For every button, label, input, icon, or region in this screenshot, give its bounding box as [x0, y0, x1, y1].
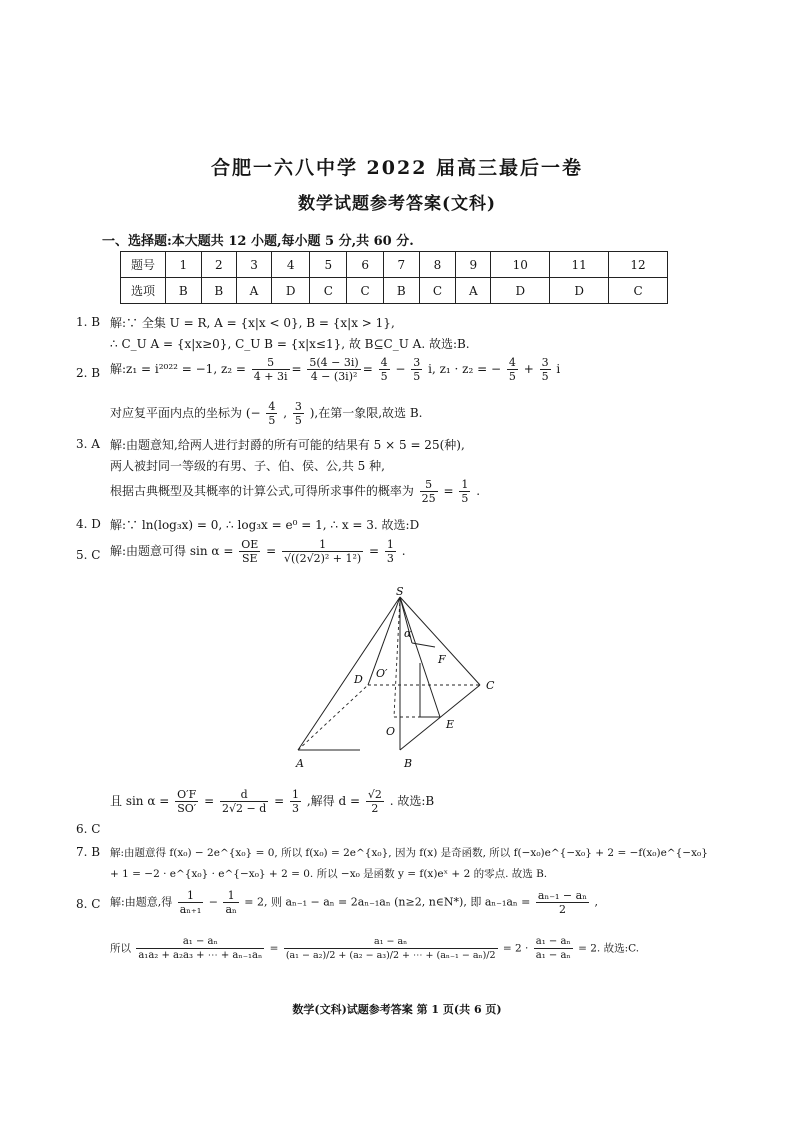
page-subtitle: 数学试题参考答案(文科)	[297, 194, 497, 214]
text-segment: 解:由题意,得	[110, 895, 173, 909]
text-segment: 根据古典概型及其概率的计算公式,可得所求事件的概率为	[110, 484, 414, 498]
fraction	[366, 788, 384, 815]
table-cell: D	[491, 278, 550, 304]
numerator: OE	[241, 538, 259, 551]
text-segment: +	[523, 362, 534, 376]
numerator: 1	[282, 538, 363, 552]
table-cell: B	[201, 278, 237, 304]
table-cell: C	[310, 278, 347, 304]
text-segment: ),在第一象限,故选 B.	[309, 406, 423, 420]
text-segment: i	[556, 362, 561, 376]
text-segment: 所以	[110, 942, 131, 955]
denominator: 4 + 3i	[253, 370, 288, 383]
text-segment: ,	[594, 895, 598, 909]
fraction	[290, 788, 301, 815]
numerator: 3	[294, 400, 302, 413]
answer-table	[120, 251, 668, 304]
question-number: 6. C	[76, 822, 101, 836]
numerator: a₁ − aₙ	[284, 935, 498, 949]
text-segment: i, z₁ · z₂ = −	[428, 362, 502, 376]
denominator: 5	[413, 370, 421, 383]
label-e: E	[446, 718, 455, 731]
text-segment: −	[395, 362, 406, 376]
fraction	[307, 356, 360, 383]
text-segment: = 2 ·	[502, 942, 529, 955]
fraction	[385, 538, 396, 565]
fraction	[507, 356, 518, 383]
numerator: 3	[541, 356, 549, 369]
text-segment: 对应复平面内点的坐标为	[110, 406, 243, 420]
edge-sc	[400, 597, 480, 685]
denominator: a₁a₂ + a₂a₃ + ⋯ + aₙ₋₁aₙ	[138, 950, 263, 961]
text-segment: 解:由题意可得 sin α =	[110, 544, 234, 558]
denominator: 5	[380, 370, 388, 383]
label-s: S	[396, 585, 404, 598]
table-cell: 9	[456, 252, 491, 278]
denominator: 5	[268, 414, 276, 427]
denominator: 3	[386, 552, 394, 565]
table-cell: C	[347, 278, 384, 304]
question-number: 7. B	[76, 845, 101, 859]
table-cell: 8	[419, 252, 456, 278]
table-cell: A	[237, 278, 272, 304]
table-cell: 4	[271, 252, 309, 278]
fraction	[411, 356, 422, 383]
answer-table-number-row	[121, 252, 668, 278]
table-cell: 11	[550, 252, 609, 278]
solution-line: 解:由题意知,给两人进行封爵的所有可能的结果有 5 × 5 = 25(种),	[110, 438, 465, 452]
text-segment: =	[369, 544, 380, 558]
text-segment: .	[476, 484, 481, 498]
fraction	[178, 889, 204, 916]
numerator: 5(4 − 3i)	[309, 356, 359, 369]
text-segment: = 2. 故选:C.	[578, 942, 640, 955]
denominator: (a₁ − a₂)/2 + (a₂ − a₃)/2 + ⋯ + (aₙ₋₁ − aₙ)/2	[285, 950, 496, 961]
text-segment: =	[443, 484, 454, 498]
table-cell: 3	[237, 252, 272, 278]
numerator: 4	[508, 356, 516, 369]
text-segment: ,解得 d =	[306, 794, 361, 808]
table-row-label: 题号	[121, 252, 166, 278]
pyramid-diagram	[290, 585, 510, 775]
numerator: aₙ₋₁ − aₙ	[537, 889, 587, 902]
table-cell: 6	[347, 252, 384, 278]
numerator: d	[220, 788, 268, 802]
text-segment: 且 sin α =	[110, 794, 170, 808]
table-cell: 12	[609, 252, 668, 278]
fraction	[293, 400, 304, 427]
table-cell: 1	[166, 252, 202, 278]
table-cell: 2	[201, 252, 237, 278]
solution-line: 解:∵ 全集 U = R, A = {x|x < 0}, B = {x|x > 1},	[110, 316, 395, 330]
denominator: 4 − (3i)²	[310, 370, 358, 383]
label-c: C	[486, 679, 495, 692]
denominator: aₙ	[225, 903, 237, 916]
question-number: 1. B	[76, 315, 101, 329]
table-row-label: 选项	[121, 278, 166, 304]
denominator: SO′	[177, 802, 197, 815]
table-cell: A	[456, 278, 491, 304]
solution-line: 解:∵ ln(log₃x) = 0, ∴ log₃x = e⁰ = 1, ∴ x = 3. 故选:D	[110, 518, 420, 532]
solution-line	[110, 400, 423, 427]
table-cell: 10	[491, 252, 550, 278]
text-segment: =	[266, 544, 277, 558]
text-segment: (−	[245, 406, 261, 420]
numerator: a₁ − aₙ	[535, 936, 571, 947]
label-o: O	[386, 725, 396, 738]
page-footer: 数学(文科)试题参考答案 第 1 页(共 6 页)	[292, 1003, 502, 1016]
fraction	[540, 356, 551, 383]
solution-line: 两人被封同一等级的有男、子、伯、侯、公,共 5 种,	[110, 459, 385, 473]
numerator: a₁ − aₙ	[136, 935, 264, 949]
numerator: 1	[292, 788, 300, 801]
denominator: aₙ₊₁	[179, 903, 202, 916]
text-segment: −	[208, 895, 218, 909]
page-title: 合肥一六八中学 2022 届高三最后一卷	[210, 157, 584, 179]
fraction	[459, 478, 470, 505]
table-cell: D	[550, 278, 609, 304]
denominator: 5	[541, 370, 549, 383]
label-b: B	[404, 757, 413, 770]
solution-line: ∴ C_U A = {x|x≥0}, C_U B = {x|x≤1}, 故 B⊆C_U A. 故选:B.	[110, 337, 470, 351]
denominator: 5	[461, 492, 469, 505]
solution-line	[110, 935, 639, 962]
fraction	[136, 935, 264, 962]
fraction	[223, 889, 238, 916]
fraction	[239, 538, 260, 565]
solution-line	[110, 889, 598, 916]
denominator: 5	[294, 414, 302, 427]
table-cell: 7	[384, 252, 420, 278]
table-cell: C	[609, 278, 668, 304]
numerator: 3	[413, 356, 421, 369]
segment-f-label	[412, 643, 435, 647]
solution-line	[110, 538, 406, 565]
numerator: 1	[223, 889, 238, 903]
table-cell: B	[384, 278, 420, 304]
hidden-edge-ad	[298, 685, 368, 750]
numerator: 4	[380, 356, 388, 369]
denominator: 2	[558, 903, 566, 916]
question-number: 3. A	[76, 437, 100, 451]
fraction	[536, 889, 589, 916]
text-segment: .	[401, 544, 406, 558]
question-number: 8. C	[76, 897, 101, 911]
numerator: 5	[252, 356, 290, 370]
text-segment: ,	[283, 406, 288, 420]
fraction	[220, 788, 268, 815]
text-segment: =	[269, 942, 279, 955]
fraction	[534, 935, 573, 962]
numerator: 1	[178, 889, 204, 903]
numerator: 1	[461, 478, 469, 491]
text-segment: 解:z₁ = i²⁰²² = −1, z₂ =	[110, 362, 246, 376]
fraction	[420, 478, 438, 505]
fraction	[282, 538, 363, 565]
label-alpha: α	[404, 627, 412, 640]
denominator: 25	[421, 492, 436, 505]
text-segment: =	[204, 794, 215, 808]
label-a: A	[296, 757, 304, 770]
solution-line: 解:z₁ = i²⁰²² = −1, z₂ = $\frac{5}{4 + 3i}$ = $\frac{5(4 - 3i)}{\text{4 − (3i)²}}$ = $\frac{4}{5}$ − $\frac{3}{5}$ i, z₁ · z₂ = − $\frac{4}{5}$ + $\frac{3}{5}$ i	[110, 356, 561, 383]
denominator: 5	[508, 370, 516, 383]
fraction	[252, 356, 290, 383]
text-segment: = 2, 则 aₙ₋₁ − aₙ = 2aₙ₋₁aₙ (n≥2, n∈N*), 即 aₙ₋₁aₙ =	[244, 895, 531, 909]
solution-line: + 1 = −2 · e^{x₀} · e^{−x₀} + 2 = 0. 所以 −x₀ 是函数 y = f(x)eˣ + 2 的零点. 故选 B.	[110, 868, 548, 880]
denominator: 2√2 − d	[222, 802, 267, 815]
label-o-prime: O′	[376, 667, 388, 680]
denominator: 3	[292, 802, 300, 815]
question-number: 5. C	[76, 548, 101, 562]
fraction	[266, 400, 277, 427]
answer-table-option-row	[121, 278, 668, 304]
hidden-height-so	[394, 597, 400, 717]
label-f: F	[438, 653, 446, 666]
fraction	[379, 356, 390, 383]
denominator: SE	[241, 552, 258, 565]
numerator: 1	[386, 538, 394, 551]
table-cell: D	[271, 278, 309, 304]
question-number: 2. B	[76, 366, 101, 380]
table-cell: 5	[310, 252, 347, 278]
solution-line: 解:由题意得 f(x₀) − 2e^{x₀} = 0, 所以 f(x₀) = 2e^{x₀}, 因为 f(x) 是奇函数, 所以 f(−x₀)e^{−x₀} + 2 = −f(x₀)e^{−x₀}	[110, 847, 708, 859]
question-number: 4. D	[76, 517, 101, 531]
solution-line	[110, 788, 434, 815]
denominator: 2	[371, 802, 379, 815]
text-segment: . 故选:B	[389, 794, 435, 808]
numerator: 4	[268, 400, 276, 413]
numerator: 5	[420, 478, 438, 492]
label-d: D	[354, 673, 363, 686]
section-heading: 一、选择题:本大题共 12 小题,每小题 5 分,共 60 分.	[102, 234, 414, 249]
text-segment: =	[274, 794, 285, 808]
denominator: a₁ − aₙ	[535, 950, 571, 961]
numerator: √2	[367, 788, 382, 801]
solution-line	[110, 478, 480, 505]
numerator: O′F	[177, 788, 197, 801]
table-cell: B	[166, 278, 202, 304]
table-cell: C	[419, 278, 456, 304]
fraction	[284, 935, 498, 962]
fraction	[175, 788, 198, 815]
denominator: √((2√2)² + 1²)	[283, 552, 362, 565]
